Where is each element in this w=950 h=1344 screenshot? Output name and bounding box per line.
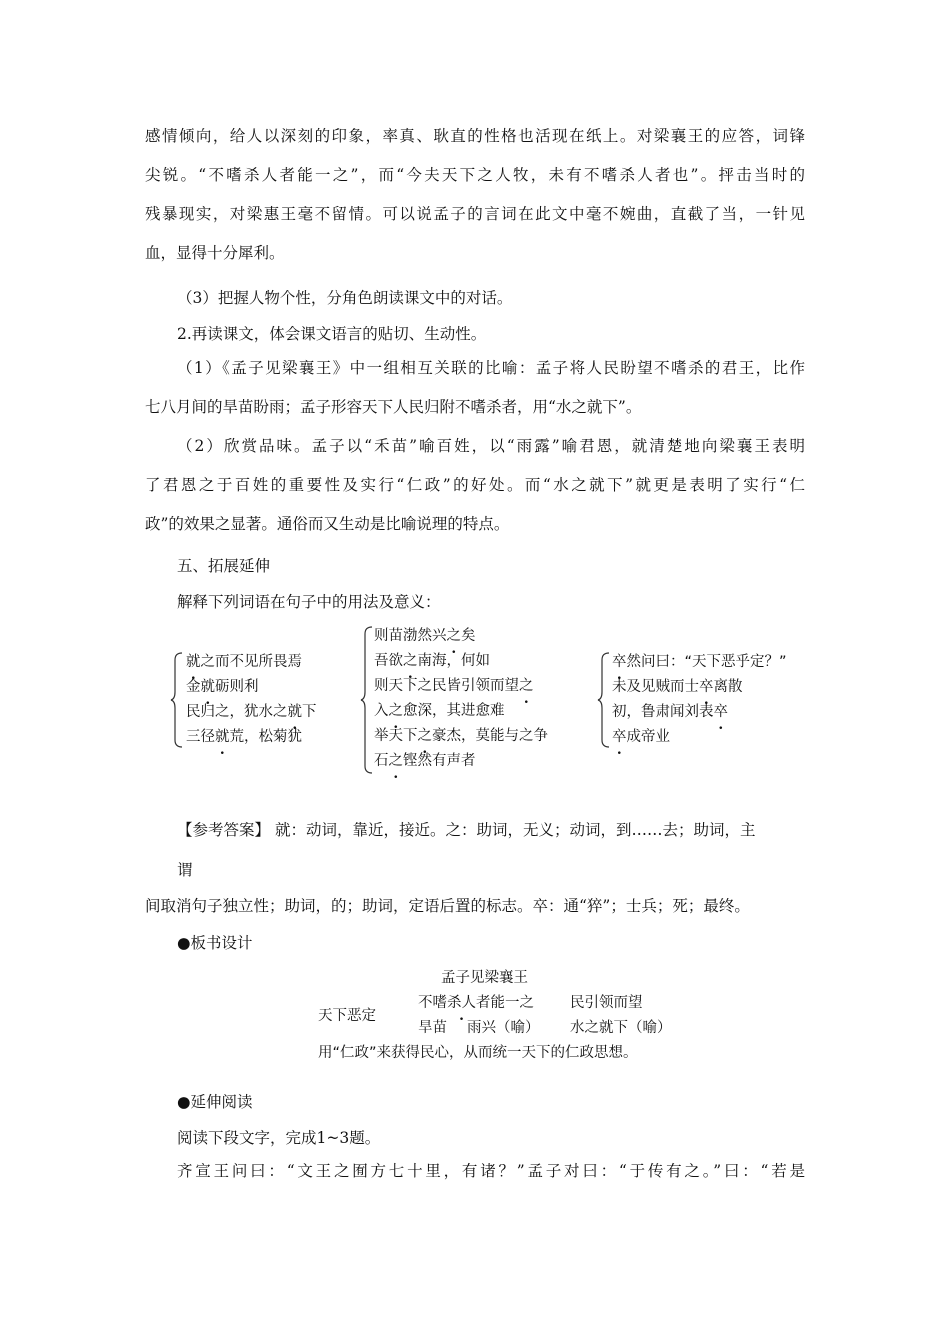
text-line: 血，显得十分犀利。 <box>145 244 285 262</box>
board-row2-a: 旱苗 <box>418 1020 447 1036</box>
section-title: 五、拓展延伸 <box>177 557 271 575</box>
brace-icon <box>597 652 611 748</box>
reading-passage <box>177 1152 805 1191</box>
answer-wrap: 谓 <box>177 861 193 879</box>
text-line: 残暴现实，对梁惠王毫不留情。可以说孟子的言词在此文中毫不婉曲，直截了当，一针见 <box>145 205 805 223</box>
example-sentence: 民归之，犹水之就下 <box>186 704 317 720</box>
text-line: 尖锐。“不嗜杀人者能一之”，而“今夫天下之人牧，未有不嗜杀人者也”。抨击当时的 <box>145 166 805 184</box>
reading-instruction: 阅读下段文字，完成1~3题。 <box>177 1129 381 1147</box>
answer-line: 【参考答案】 就：动词，靠近，接近。之：助词，无义；动词，到……去；助词，主 <box>177 821 756 839</box>
brace-icon <box>170 652 184 748</box>
text-line: 感情倾向，给人以深刻的印象，率真、耿直的性格也活现在纸上。对梁襄王的应答，词锋 <box>145 127 805 145</box>
example-sentence: 吾欲之南海，何如 <box>374 653 490 669</box>
item-3: （3）把握人物个性，分角色朗读课文中的对话。 <box>177 289 513 307</box>
example-sentence: 三径就荒，松菊犹 <box>186 729 302 745</box>
board-row2-c: 水之就下（喻） <box>570 1020 672 1036</box>
instruction: 解释下列词语在句子中的用法及意义： <box>177 593 441 611</box>
answer-label: 【参考答案】 <box>177 821 271 839</box>
sub-item-1 <box>145 349 805 427</box>
example-sentence: 未及见贼而士卒离散 <box>612 679 743 695</box>
text-line: 政”的效果之显著。通俗而又生动是比喻说理的特点。 <box>145 515 510 533</box>
example-sentence: 石之铿然有声者 <box>374 753 476 769</box>
example-sentence: 卒成帝业 <box>612 729 670 745</box>
board-bottom: 用“仁政”来获得民心，从而统一天下的仁政思想。 <box>318 1045 638 1061</box>
text-line: （1）《孟子见梁襄王》中一组相互关联的比喻：孟子将人民盼望不嗜杀的君王，比作 <box>177 359 805 377</box>
extended-reading-heading: ●延伸阅读 <box>177 1093 253 1111</box>
intro-paragraph <box>145 117 805 273</box>
example-sentence: 金就砺则利 <box>186 679 259 695</box>
example-sentence: 入之愈深，其进愈难 <box>374 703 505 719</box>
board-left: 天下恶定 <box>318 1008 376 1024</box>
board-row1-b: 民引领而望 <box>570 995 643 1011</box>
board-row2-b: 雨兴（喻） <box>467 1020 540 1036</box>
example-sentence: 则苗渤然兴之矣 <box>374 628 476 644</box>
answer-line-2: 间取消句子独立性；助词，的；助词，定语后置的标志。卒：通“猝”；士兵；死；最终。 <box>145 897 750 915</box>
brace-icon <box>360 626 374 774</box>
item-2: 2.再读课文，体会课文语言的贴切、生动性。 <box>177 325 487 343</box>
board-design-heading: ●板书设计 <box>177 934 253 952</box>
text-line: （2）欣赏品味。孟子以“禾苗”喻百姓，以“雨露”喻君恩，就清楚地向梁襄王表明 <box>177 437 805 455</box>
board-row1-a: 不嗜杀人者能一之 <box>418 995 534 1011</box>
example-sentence: 就之而不见所畏焉 <box>186 654 302 670</box>
text-line: 七八月间的旱苗盼雨；孟子形容天下人民归附不嗜杀者，用“水之就下”。 <box>145 398 642 416</box>
text-line: 齐宣王问曰：“文王之囿方七十里，有诸？”孟子对曰：“于传有之。”曰：“若是 <box>177 1162 805 1180</box>
sub-item-2 <box>145 427 805 544</box>
text-line: 了君恩之于百姓的重要性及实行“仁政”的好处。而“水之就下”就更是表明了实行“仁 <box>145 476 805 494</box>
example-sentence: 卒然问曰：“天下恶乎定？” <box>612 654 787 670</box>
example-sentence: 初，鲁肃闻刘表卒 <box>612 704 728 720</box>
example-sentence: 则天下之民皆引领而望之 <box>374 678 534 694</box>
board-title: 孟子见梁襄王 <box>441 970 528 986</box>
example-sentence: 举天下之豪杰，莫能与之争 <box>374 728 548 744</box>
